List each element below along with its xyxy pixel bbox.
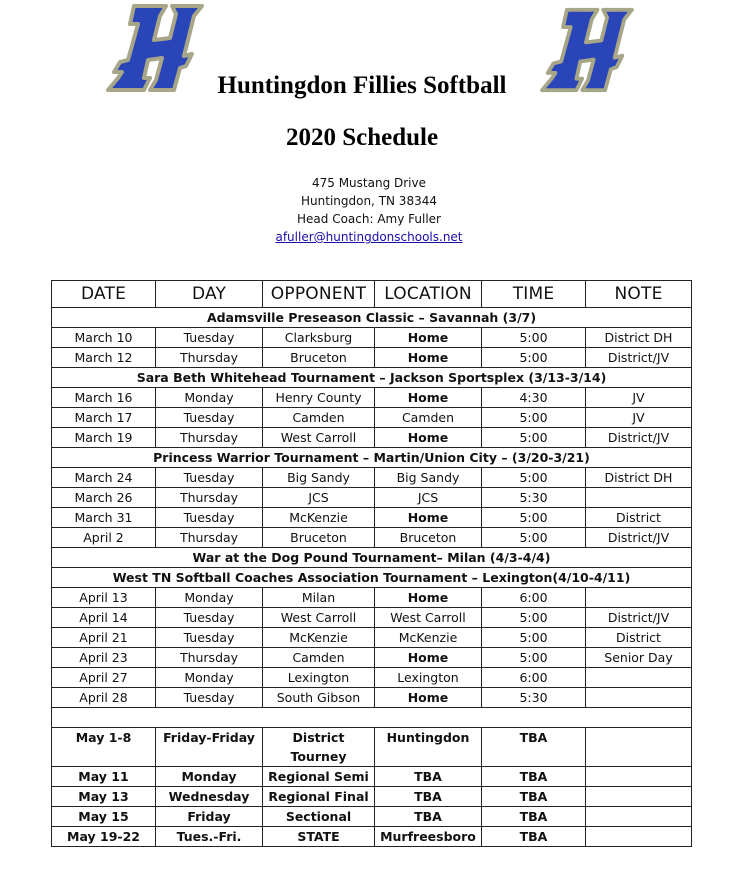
cell-day: Wednesday [156, 787, 263, 807]
cell-opponent: McKenzie [263, 508, 375, 528]
tournament-row [52, 368, 692, 388]
cell-opponent: Regional Final [263, 787, 375, 807]
cell-location: Home [375, 348, 482, 368]
table-row [52, 628, 692, 648]
cell-time: 5:30 [482, 488, 586, 508]
cell-opponent: Bruceton [263, 348, 375, 368]
cell-day: Tuesday [156, 408, 263, 428]
spacer-row [52, 708, 692, 728]
cell-date: March 17 [52, 408, 156, 428]
postseason-row [52, 827, 692, 847]
cell-date: March 31 [52, 508, 156, 528]
table-row [52, 648, 692, 668]
cell-day: Monday [156, 388, 263, 408]
cell-opponent: McKenzie [263, 628, 375, 648]
col-header-note: NOTE [586, 281, 692, 308]
cell-note [586, 688, 692, 708]
tournament-label: Sara Beth Whitehead Tournament – Jackson Sportsplex (3/13-3/14) [52, 368, 692, 388]
cell-location: Bruceton [375, 528, 482, 548]
spacer-cell [52, 708, 692, 728]
col-header-opponent: OPPONENT [263, 281, 375, 308]
cell-opponent: Sectional [263, 807, 375, 827]
cell-date: May 11 [52, 767, 156, 787]
cell-note: District/JV [586, 348, 692, 368]
cell-opponent: West Carroll [263, 428, 375, 448]
cell-day: Tuesday [156, 468, 263, 488]
cell-day: Thursday [156, 528, 263, 548]
cell-time: 5:00 [482, 648, 586, 668]
cell-note: District/JV [586, 428, 692, 448]
table-row [52, 468, 692, 488]
cell-time: 6:00 [482, 668, 586, 688]
cell-time: 5:00 [482, 628, 586, 648]
cell-location: Home [375, 588, 482, 608]
table-row [52, 588, 692, 608]
cell-note: District/JV [586, 528, 692, 548]
table-header-row [52, 281, 692, 308]
cell-note [586, 488, 692, 508]
table-row [52, 408, 692, 428]
cell-time: 5:00 [482, 468, 586, 488]
cell-opponent: Lexington [263, 668, 375, 688]
table-row [52, 688, 692, 708]
tournament-label: West TN Softball Coaches Association Tournament – Lexington(4/10-4/11) [52, 568, 692, 588]
cell-opponent: Regional Semi [263, 767, 375, 787]
table-row [52, 508, 692, 528]
table-row [52, 608, 692, 628]
cell-note: District [586, 508, 692, 528]
cell-date: March 26 [52, 488, 156, 508]
cell-time: 5:00 [482, 608, 586, 628]
tournament-label: War at the Dog Pound Tournament– Milan (4/3-4/4) [52, 548, 692, 568]
cell-opponent: South Gibson [263, 688, 375, 708]
cell-location: West Carroll [375, 608, 482, 628]
postseason-row [52, 787, 692, 807]
cell-opponent: Camden [263, 408, 375, 428]
cell-note [586, 807, 692, 827]
cell-date: April 28 [52, 688, 156, 708]
cell-opponent: Milan [263, 588, 375, 608]
cell-date: April 14 [52, 608, 156, 628]
cell-note [586, 668, 692, 688]
cell-location: Camden [375, 408, 482, 428]
cell-day: Thursday [156, 648, 263, 668]
cell-day: Friday-Friday [156, 728, 263, 767]
cell-note [586, 728, 692, 767]
cell-day: Tuesday [156, 688, 263, 708]
cell-location: Huntingdon [375, 728, 482, 767]
col-header-location: LOCATION [375, 281, 482, 308]
cell-location: Lexington [375, 668, 482, 688]
cell-location: Home [375, 648, 482, 668]
tournament-label: Princess Warrior Tournament – Martin/Union City – (3/20-3/21) [52, 448, 692, 468]
tournament-row [52, 568, 692, 588]
cell-time: 5:00 [482, 428, 586, 448]
cell-note: District [586, 628, 692, 648]
cell-note [586, 588, 692, 608]
cell-day: Monday [156, 588, 263, 608]
cell-location: Murfreesboro [375, 827, 482, 847]
cell-time: TBA [482, 728, 586, 767]
cell-location: TBA [375, 807, 482, 827]
cell-time: 5:00 [482, 348, 586, 368]
cell-date: April 21 [52, 628, 156, 648]
postseason-row [52, 767, 692, 787]
cell-day: Monday [156, 668, 263, 688]
cell-date: April 13 [52, 588, 156, 608]
email-link[interactable]: afuller@huntingdonschools.net [275, 230, 463, 244]
cell-note: Senior Day [586, 648, 692, 668]
cell-date: May 15 [52, 807, 156, 827]
cell-note: JV [586, 388, 692, 408]
cell-time: 5:00 [482, 408, 586, 428]
cell-opponent: Big Sandy [263, 468, 375, 488]
cell-opponent: West Carroll [263, 608, 375, 628]
cell-time: 5:30 [482, 688, 586, 708]
cell-location: JCS [375, 488, 482, 508]
cell-date: April 23 [52, 648, 156, 668]
cell-opponent: Camden [263, 648, 375, 668]
address-line: 475 Mustang Drive [311, 176, 427, 190]
cell-day: Tuesday [156, 608, 263, 628]
cell-date: April 27 [52, 668, 156, 688]
city-line: Huntingdon, TN 38344 [301, 194, 437, 208]
cell-date: March 24 [52, 468, 156, 488]
page-title: Huntingdon Fillies Softball [217, 72, 507, 99]
cell-day: Tuesday [156, 328, 263, 348]
cell-note: District/JV [586, 608, 692, 628]
cell-note: District DH [586, 328, 692, 348]
table-row [52, 328, 692, 348]
cell-opponent: District Tourney [263, 728, 375, 767]
cell-location: Home [375, 508, 482, 528]
cell-time: 5:00 [482, 328, 586, 348]
cell-day: Tues.-Fri. [156, 827, 263, 847]
tournament-label: Adamsville Preseason Classic – Savannah (3/7) [52, 308, 692, 328]
col-header-time: TIME [482, 281, 586, 308]
cell-date: March 16 [52, 388, 156, 408]
col-header-day: DAY [156, 281, 263, 308]
cell-time: TBA [482, 807, 586, 827]
cell-note [586, 827, 692, 847]
postseason-row [52, 807, 692, 827]
cell-location: Home [375, 688, 482, 708]
cell-location: TBA [375, 787, 482, 807]
table-row [52, 528, 692, 548]
table-row [52, 428, 692, 448]
cell-date: April 2 [52, 528, 156, 548]
cell-note [586, 767, 692, 787]
cell-location: TBA [375, 767, 482, 787]
cell-note: JV [586, 408, 692, 428]
tournament-row [52, 548, 692, 568]
cell-day: Thursday [156, 348, 263, 368]
cell-location: Home [375, 428, 482, 448]
table-row [52, 488, 692, 508]
cell-time: 6:00 [482, 588, 586, 608]
cell-location: Home [375, 388, 482, 408]
cell-location: Big Sandy [375, 468, 482, 488]
cell-time: TBA [482, 787, 586, 807]
table-row [52, 348, 692, 368]
coach-line: Head Coach: Amy Fuller [297, 212, 441, 226]
cell-day: Monday [156, 767, 263, 787]
cell-opponent: Bruceton [263, 528, 375, 548]
table-row [52, 388, 692, 408]
cell-time: TBA [482, 827, 586, 847]
cell-note [586, 787, 692, 807]
cell-opponent: JCS [263, 488, 375, 508]
cell-date: March 19 [52, 428, 156, 448]
cell-day: Tuesday [156, 628, 263, 648]
cell-time: 5:00 [482, 508, 586, 528]
cell-location: Home [375, 328, 482, 348]
page-subtitle: 2020 Schedule [285, 124, 439, 151]
cell-time: TBA [482, 767, 586, 787]
cell-day: Thursday [156, 428, 263, 448]
tournament-row [52, 308, 692, 328]
cell-note: District DH [586, 468, 692, 488]
col-header-date: DATE [52, 281, 156, 308]
cell-date: March 12 [52, 348, 156, 368]
cell-date: May 19-22 [52, 827, 156, 847]
table-row [52, 668, 692, 688]
contact-block [0, 174, 738, 246]
cell-date: March 10 [52, 328, 156, 348]
cell-opponent: STATE [263, 827, 375, 847]
cell-location: McKenzie [375, 628, 482, 648]
tournament-row [52, 448, 692, 468]
cell-day: Tuesday [156, 508, 263, 528]
cell-opponent: Clarksburg [263, 328, 375, 348]
cell-day: Friday [156, 807, 263, 827]
cell-opponent: Henry County [263, 388, 375, 408]
postseason-row [52, 728, 692, 767]
cell-date: May 13 [52, 787, 156, 807]
cell-day: Thursday [156, 488, 263, 508]
cell-time: 4:30 [482, 388, 586, 408]
cell-time: 5:00 [482, 528, 586, 548]
schedule-table [51, 280, 692, 847]
cell-date: May 1-8 [52, 728, 156, 767]
